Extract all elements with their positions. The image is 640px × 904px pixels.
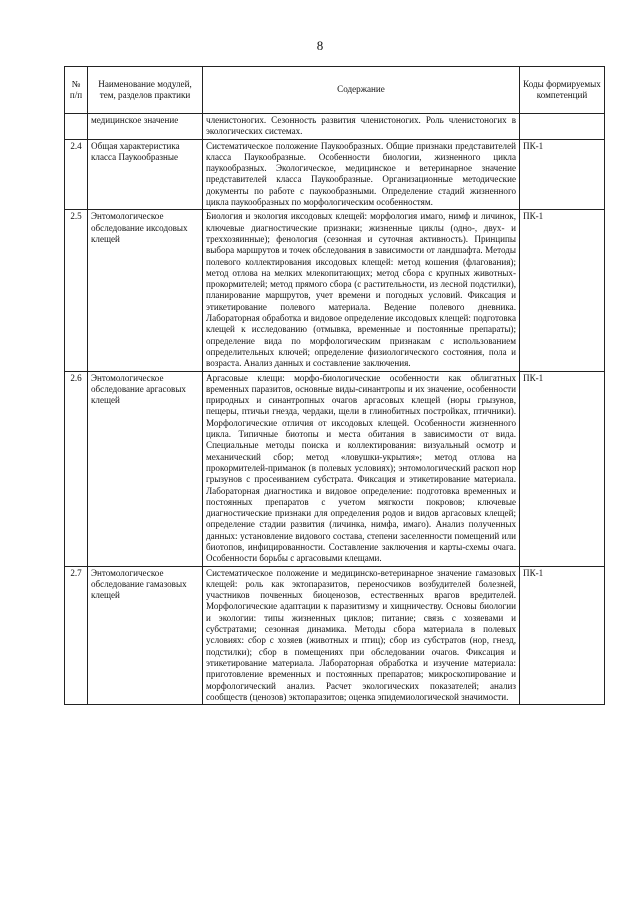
page-number: 8: [316, 38, 324, 53]
row-name: Энтомологическое обследование аргасовых клещей: [88, 371, 203, 566]
row-code: [520, 114, 605, 140]
row-code: ПК-1: [520, 371, 605, 566]
row-code: ПК-1: [520, 139, 605, 210]
row-number: 2.7: [65, 566, 88, 705]
row-number: 2.6: [65, 371, 88, 566]
table-row: [65, 210, 605, 371]
row-number: 2.5: [65, 210, 88, 371]
header-content: Содержание: [203, 67, 520, 114]
header-name: Наименование модулей, тем, разделов практики: [88, 67, 203, 114]
row-number: [65, 114, 88, 140]
table-row: [65, 371, 605, 566]
row-content: Систематическое положение и медицинско-ветеринарное значение гамазовых клещей: роль как эктопаразитов, переносчиков возбудителей болезней, участников почвенных биоценозов, естественных врагов вредителей. Морфологические адаптации к паразитизму и хищничеству. Основы биологии и экологии: типы жизненных циклов; питание; связь с хозяевами и субстратами; сезонная динамика. Методы сбора материала в полевых условиях: сбор с хозяев (животных и птиц); сбор из субстратов (нор, гнезд, подстилки); сбор в помещениях при обследовании очагов. Фиксация и этикетирование материала. Лабораторная обработка и изучение материала: приготовление временных и постоянных препаратов; микроскопирование и морфологический анализ. Расчет экологических показателей; анализ сообществ (ценозов) эктопаразитов; оценка эпидемиологической значимости.: [203, 566, 520, 705]
row-code: ПК-1: [520, 566, 605, 705]
table-row: [65, 139, 605, 210]
table-row: [65, 566, 605, 705]
row-name: Энтомологическое обследование гамазовых клещей: [88, 566, 203, 705]
header-number: № п/п: [65, 67, 88, 114]
row-content: Систематическое положение Паукообразных. Общие признаки представителей класса Паукообразные. Особенности биологии, жизненного цикла паукообразных. Экологическое, медицинское и ветеринарное значение представителей класса Паукообразные. Организационные методические документы по работе с паукообразными. Определение стадий жизненного цикла паукообразных по морфологическим особенностям.: [203, 139, 520, 210]
row-content: Биология и экология иксодовых клещей: морфология имаго, нимф и личинок, ключевые диагностические признаки; жизненные циклы (одно-, двух- и треххозяинные); фенология (сезонная и суточная активность). Принципы выбора маршрутов и точек обследования в зависимости от ландшафта. Методы полевого коллектирования иксодовых клещей: метод кошения (флагования); метод отлова на мелких млекопитающих; метод сбора с крупных животных-прокормителей; метод прямого сбора (с растительности, из лесной подстилки), планирование маршрутов, учет времени и погодных условий. Фиксация и этикетирование полевого материала. Ведение полевого дневника. Лабораторная обработка и видовое определение иксодовых клещей: подготовка клещей к исследованию (отмывка, временные и постоянные препараты); определение вида по морфологическим признакам с использованием определительных ключей; определение физиологического состояния, пола и возраста. Анализ данных и составление заключения.: [203, 210, 520, 371]
program-table: [64, 66, 605, 705]
header-codes: Коды формируемых компетенций: [520, 67, 605, 114]
table-row: [65, 114, 605, 140]
row-content: членистоногих. Сезонность развития членистоногих. Роль членистоногих в экологических системах.: [203, 114, 520, 140]
row-name: медицинское значение: [88, 114, 203, 140]
row-name: Энтомологическое обследование иксодовых клещей: [88, 210, 203, 371]
row-content: Аргасовые клещи: морфо-биологические особенности как облигатных временных паразитов, основные виды-синантропы и их значение, особенности природных и синантропных очагов аргасовых клещей (норы грызунов, пещеры, птичьи гнезда, чердаки, щели в глинобитных постройках, птичники). Морфологические отличия от иксодовых клещей. Особенности жизненного цикла. Типичные биотопы и места обитания в зависимости от вида. Специальные методы поиска и коллектирования: визуальный осмотр и механический сбор; метод «ловушки-укрытия»; метод отлова на прокормителей-приманок (в полевых условиях); энтомологический раскоп нор грызунов с просеиванием субстрата. Фиксация и этикетирование материала. Лабораторная диагностика и видовое определение: подготовка временных и постоянных препаратов с учетом мягкости покровов; ключевые диагностические признаки для определения родов и видов аргасовых клещей; определение стадии развития (личинка, нимфа, имаго). Анализ полученных данных: установление видового состава, степени заселенности помещений или биотопов, инфицированности. Составление заключения и карты-схемы очага. Особенности борьбы с аргасовыми клещами.: [203, 371, 520, 566]
row-number: 2.4: [65, 139, 88, 210]
row-code: ПК-1: [520, 210, 605, 371]
table-header-row: [65, 67, 605, 114]
row-name: Общая характеристика класса Паукообразные: [88, 139, 203, 210]
